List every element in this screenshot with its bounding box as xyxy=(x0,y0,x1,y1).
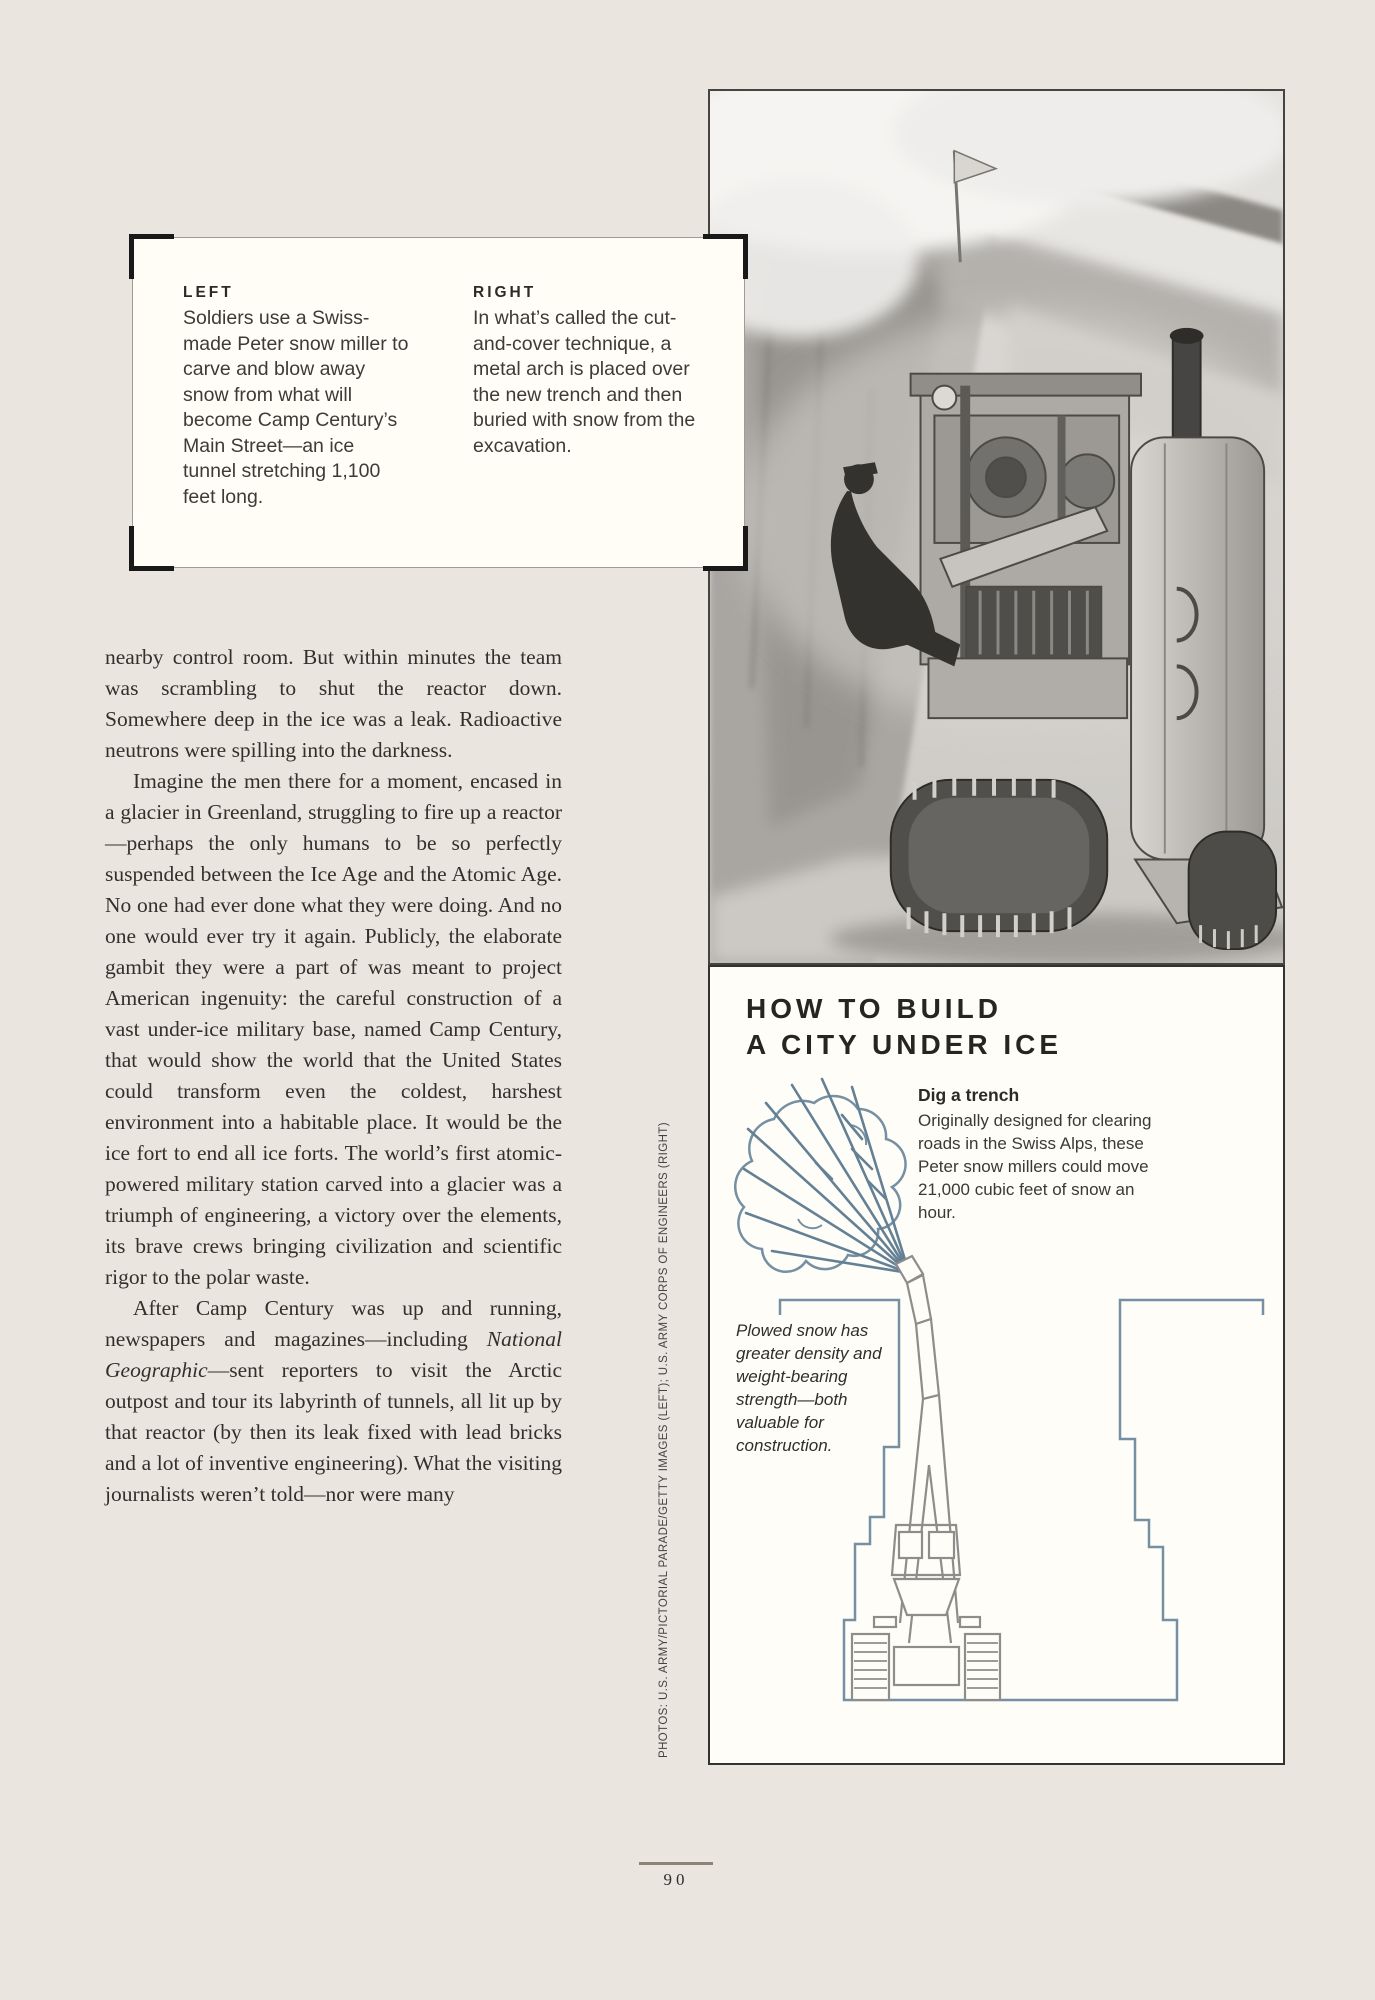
step-text: Originally designed for clearing roads in the Swiss Alps, these Peter snow millers could move 21,000 cubic feet of snow an hour. xyxy=(918,1111,1152,1222)
page-number: 90 xyxy=(663,1870,689,1889)
article-paragraph: nearby control room. But within minutes the team was scrambling to shut the reactor down. Somewhere deep in the ice was a leak. Radioactive neutrons were spilling into the darkness. xyxy=(105,645,562,762)
article-paragraph xyxy=(105,1293,562,1510)
infographic-step xyxy=(918,1085,1153,1224)
article-body xyxy=(105,642,562,1510)
diagram-note: Plowed snow has greater density and weight-bearing strength—both valuable for construction. xyxy=(736,1321,882,1455)
article-text: —sent reporters to visit the Arctic outpost and tour its labyrinth of tunnels, all lit up by that reactor (by then its leak fixed with lead bricks and a lot of inventive engineering). What the visiting journalists weren’t told—nor were many xyxy=(105,1358,562,1506)
caption-left-label: LEFT xyxy=(183,284,234,301)
corner-mark xyxy=(129,526,174,571)
caption-right-column xyxy=(473,284,701,459)
article-text: After Camp Century was up and running, newspapers and magazines—including xyxy=(105,1296,562,1351)
article-paragraph: Imagine the men there for a moment, encased in a glacier in Greenland, struggling to fire up a reactor—perhaps the only humans to be so perfectly suspended between the Ice Age and the Atomic Age. No one had ever done what they were doing. And no one would ever try it again. Publicly, the elaborate gambit they were a part of was meant to project American ingenuity: the careful construction of a vast under-ice military base, named Camp Century, that would show the world that the United States could transform even the coldest, harshest environment into a habitable place. It would be the ice fort to end all ice forts. The world’s first atomic-powered military station carved into a glacier was a triumph of engineering, a victory over the elements, its brave crews bringing civilization and scientific rigor to the polar waste. xyxy=(105,769,562,1289)
photo-caption-box xyxy=(132,237,745,568)
infographic-title-line2: A CITY UNDER ICE xyxy=(746,1029,1063,1060)
corner-mark xyxy=(129,234,174,279)
caption-right-text: In what’s called the cut-and-cover technique, a metal arch is placed over the new trench and then buried with snow from the excavation. xyxy=(473,307,696,457)
caption-right-label: RIGHT xyxy=(473,284,537,301)
folio-rule xyxy=(639,1862,713,1865)
caption-left-column xyxy=(183,284,411,510)
infographic-panel xyxy=(708,965,1285,1765)
infographic-title xyxy=(746,991,1062,1063)
corner-mark xyxy=(703,234,748,279)
infographic-title-line1: HOW TO BUILD xyxy=(746,993,1002,1024)
photo-credit: PHOTOS: U.S. ARMY/PICTORIAL PARADE/GETTY IMAGES (LEFT); U.S. ARMY CORPS OF ENGINEERS (RIGHT) xyxy=(658,1122,670,1758)
magazine-title-italic: National Geographic xyxy=(105,1327,562,1382)
snow-miller-photo-illustration xyxy=(710,91,1283,963)
corner-mark xyxy=(703,526,748,571)
tunnel-photo xyxy=(708,89,1285,965)
caption-left-text: Soldiers use a Swiss-made Peter snow miller to carve and blow away snow from what will become Camp Century’s Main Street—an ice tunnel stretching 1,100 feet long. xyxy=(183,307,409,508)
step-heading: Dig a trench xyxy=(918,1085,1020,1105)
